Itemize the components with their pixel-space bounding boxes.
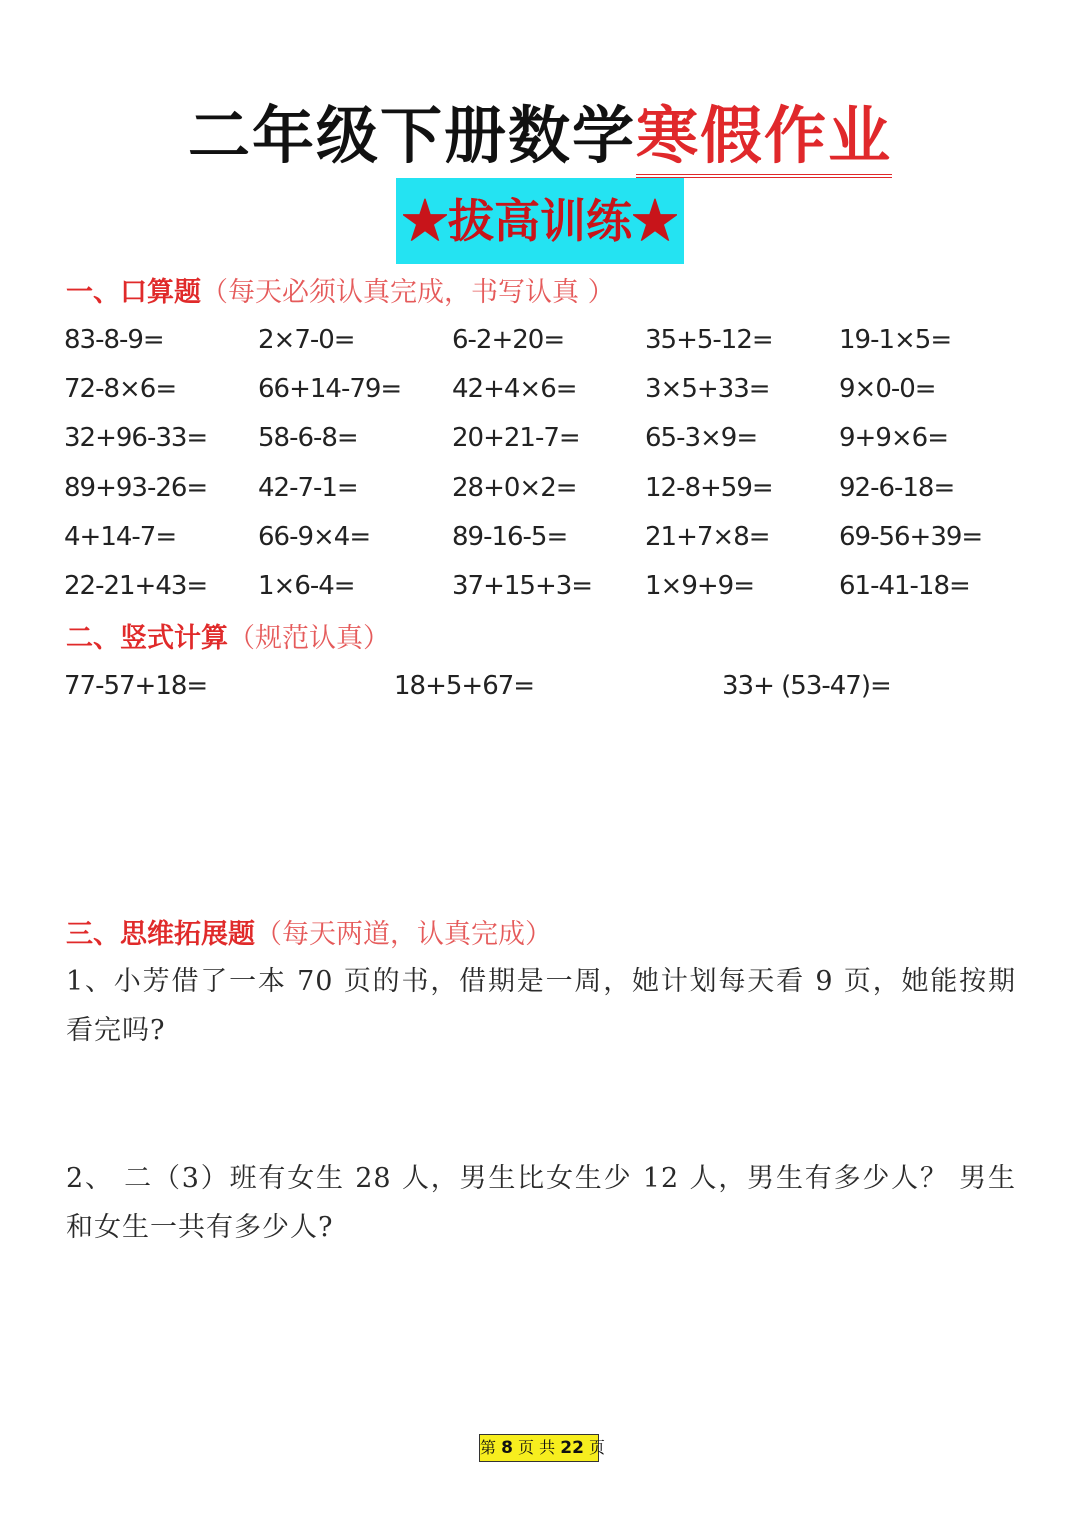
math-item: 66+14-79=	[258, 374, 402, 405]
math-item: 42+4×6=	[452, 374, 577, 405]
title-main: 二年级下册数学	[187, 99, 636, 172]
math-item: 72-8×6=	[64, 374, 177, 405]
section1-heading	[66, 270, 615, 309]
title-accent: 寒假作业	[636, 99, 892, 178]
section3-heading	[66, 912, 552, 951]
math-item: 20+21-7=	[452, 423, 580, 454]
section1-title: 一、口算题	[66, 277, 201, 308]
word-problem: 1、小芳借了一本 70 页的书，借期是一周，她计划每天看 9 页，她能按期看完吗?	[66, 966, 1016, 1046]
subtitle-banner: ★拔高训练★	[396, 178, 684, 264]
math-item: 9×0-0=	[839, 374, 936, 405]
section2-note: （规范认真）	[228, 623, 390, 654]
section3-note: （每天两道，认真完成）	[255, 919, 552, 950]
math-item: 89-16-5=	[452, 521, 568, 552]
math-item: 61-41-18=	[839, 570, 970, 601]
mental-math-grid	[64, 320, 1064, 615]
section3-title: 三、思维拓展题	[66, 919, 255, 950]
math-item: 83-8-9=	[64, 325, 164, 355]
math-item: 32+96-33=	[64, 423, 208, 454]
math-item: 89+93-26=	[64, 472, 208, 503]
total-pages: 22	[560, 1438, 584, 1458]
math-item: 28+0×2=	[452, 472, 577, 503]
grid-row	[64, 566, 1064, 615]
math-item: 19-1×5=	[839, 325, 952, 355]
math-item: 37+15+3=	[452, 570, 593, 601]
math-item: 9+9×6=	[839, 423, 948, 454]
section2-heading	[66, 616, 390, 655]
grid-row	[64, 418, 1064, 467]
math-item: 58-6-8=	[258, 423, 358, 454]
vertical-calc-item: 18+5+67=	[394, 671, 535, 701]
math-item: 1×9+9=	[645, 570, 754, 601]
page-indicator	[479, 1434, 606, 1462]
math-item: 21+7×8=	[645, 521, 770, 552]
math-item: 3×5+33=	[645, 374, 770, 405]
math-item: 2×7-0=	[258, 325, 355, 355]
page-middle: 页 共	[518, 1438, 556, 1457]
grid-row	[64, 517, 1064, 566]
page-suffix: 页	[589, 1438, 606, 1457]
grid-row	[64, 369, 1064, 418]
math-item: 4+14-7=	[64, 521, 177, 552]
page-prefix: 第	[480, 1438, 497, 1457]
grid-row	[64, 468, 1064, 517]
word-problem: 2、 二（3）班有女生 28 人，男生比女生少 12 人，男生有多少人？ 男生和女生一共有多少人?	[66, 1163, 1016, 1243]
section2-title: 二、竖式计算	[66, 623, 228, 654]
math-item: 42-7-1=	[258, 472, 358, 503]
math-item: 65-3×9=	[645, 423, 758, 454]
math-item: 22-21+43=	[64, 570, 208, 601]
current-page: 8	[501, 1438, 513, 1458]
grid-row	[64, 320, 1064, 369]
math-item: 1×6-4=	[258, 570, 355, 601]
math-item: 35+5-12=	[645, 325, 773, 355]
vertical-calc-item: 33+ (53-47)=	[722, 671, 891, 701]
vertical-calc-row	[0, 666, 1080, 706]
section1-note: （每天必须认真完成，书写认真 ）	[201, 277, 615, 308]
math-item: 69-56+39=	[839, 521, 983, 552]
math-item: 92-6-18=	[839, 472, 955, 503]
math-item: 12-8+59=	[645, 472, 773, 503]
math-item: 6-2+20=	[452, 325, 565, 355]
page-title	[0, 86, 1080, 175]
math-item: 66-9×4=	[258, 521, 371, 552]
vertical-calc-item: 77-57+18=	[64, 671, 208, 701]
